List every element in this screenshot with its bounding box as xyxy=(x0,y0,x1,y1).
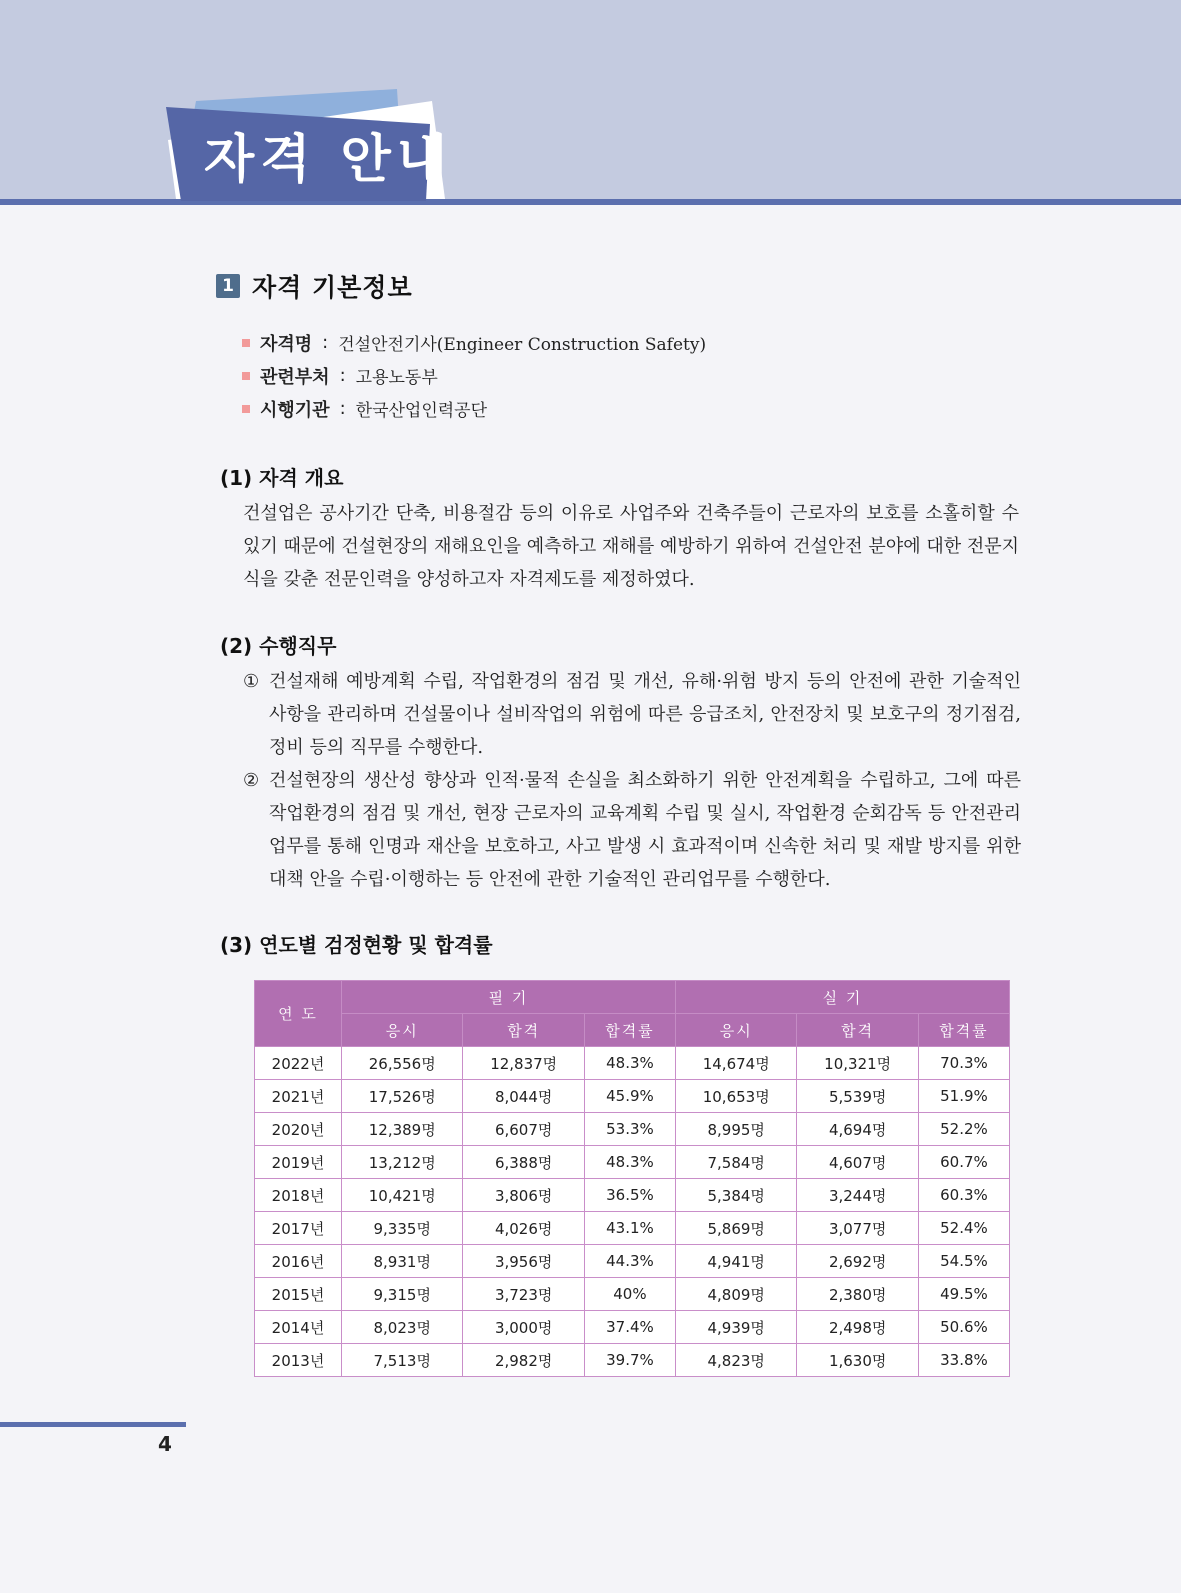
table-cell: 9,335명 xyxy=(342,1212,463,1245)
section-number-badge: 1 xyxy=(216,274,240,298)
table-cell: 14,674명 xyxy=(675,1047,796,1080)
bullet-square-icon xyxy=(242,405,250,413)
bullet-square-icon xyxy=(242,372,250,380)
table-row xyxy=(255,1278,1010,1311)
table-cell: 7,513명 xyxy=(342,1344,463,1377)
table-cell: 3,956명 xyxy=(463,1245,584,1278)
table-cell: 10,321명 xyxy=(797,1047,918,1080)
stats-heading: (3) 연도별 검정현황 및 합격률 xyxy=(220,933,493,957)
table-cell: 5,384명 xyxy=(675,1179,796,1212)
page-title: 자격 안내 xyxy=(204,130,454,190)
section-heading xyxy=(216,268,413,304)
table-cell: 45.9% xyxy=(584,1080,675,1113)
table-cell: 36.5% xyxy=(584,1179,675,1212)
subheader-cell: 합격 xyxy=(463,1014,584,1047)
subheader-cell: 응시 xyxy=(342,1014,463,1047)
duty-item xyxy=(243,764,1021,896)
table-cell: 43.1% xyxy=(584,1212,675,1245)
section-title: 자격 기본정보 xyxy=(252,273,413,302)
table-cell: 9,315명 xyxy=(342,1278,463,1311)
table-cell: 33.8% xyxy=(918,1344,1009,1377)
year-cell: 2019년 xyxy=(255,1146,342,1179)
table-cell: 10,421명 xyxy=(342,1179,463,1212)
year-cell: 2014년 xyxy=(255,1311,342,1344)
table-cell: 5,539명 xyxy=(797,1080,918,1113)
year-cell: 2020년 xyxy=(255,1113,342,1146)
table-cell: 2,380명 xyxy=(797,1278,918,1311)
info-key: 시행기관 xyxy=(260,399,330,421)
year-cell: 2016년 xyxy=(255,1245,342,1278)
table-cell: 44.3% xyxy=(584,1245,675,1278)
table-cell: 5,869명 xyxy=(675,1212,796,1245)
info-value: 건설안전기사(Engineer Construction Safety) xyxy=(338,335,707,355)
table-cell: 6,607명 xyxy=(463,1113,584,1146)
table-cell: 4,809명 xyxy=(675,1278,796,1311)
table-cell: 48.3% xyxy=(584,1047,675,1080)
info-value: 한국산업인력공단 xyxy=(355,401,488,421)
table-cell: 8,931명 xyxy=(342,1245,463,1278)
table-cell: 2,498명 xyxy=(797,1311,918,1344)
header-practical: 실 기 xyxy=(675,981,1009,1014)
table-cell: 1,630명 xyxy=(797,1344,918,1377)
duty-number: ① xyxy=(243,671,260,692)
table-row xyxy=(255,1113,1010,1146)
table-cell: 3,723명 xyxy=(463,1278,584,1311)
table-cell: 4,939명 xyxy=(675,1311,796,1344)
table-cell: 70.3% xyxy=(918,1047,1009,1080)
table-cell: 26,556명 xyxy=(342,1047,463,1080)
info-item xyxy=(242,359,706,392)
duty-text: 건설현장의 생산성 향상과 인적·물적 손실을 최소화하기 위한 안전계획을 수립하고, 그에 따른 작업환경의 점검 및 개선, 현장 근로자의 교육계획 수립 및 실시, 작업환경 순회감독 등 안전관리 업무를 통해 인명과 재산을 보호하고, 사고 발생 시 효과적이며 신속한 처리 및 재발 방지를 위한 대책 안을 수립·이행하는 등 안전에 관한 기술적인 관리업무를 수행한다. xyxy=(269,770,1021,890)
table-row xyxy=(255,1311,1010,1344)
info-item xyxy=(242,392,706,425)
year-cell: 2018년 xyxy=(255,1179,342,1212)
table-cell: 3,244명 xyxy=(797,1179,918,1212)
table-cell: 8,023명 xyxy=(342,1311,463,1344)
table-cell: 3,806명 xyxy=(463,1179,584,1212)
table-cell: 50.6% xyxy=(918,1311,1009,1344)
info-item xyxy=(242,326,706,359)
table-cell: 6,388명 xyxy=(463,1146,584,1179)
footer-line xyxy=(0,1422,186,1427)
year-cell: 2013년 xyxy=(255,1344,342,1377)
table-row xyxy=(255,1047,1010,1080)
overview-paragraph: 건설업은 공사기간 단축, 비용절감 등의 이유로 사업주와 건축주들이 근로자의 보호를 소홀히할 수 있기 때문에 건설현장의 재해요인을 예측하고 재해를 예방하기 위하여 건설안전 분야에 대한 전문지식을 갖춘 전문인력을 양성하고자 자격제도를 제정하였다. xyxy=(243,503,1019,590)
bullet-square-icon xyxy=(242,339,250,347)
table-cell: 4,026명 xyxy=(463,1212,584,1245)
subheader-cell: 응시 xyxy=(675,1014,796,1047)
table-header-row xyxy=(255,981,1010,1014)
year-cell: 2017년 xyxy=(255,1212,342,1245)
table-cell: 39.7% xyxy=(584,1344,675,1377)
header-written: 필 기 xyxy=(342,981,676,1014)
table-cell: 52.4% xyxy=(918,1212,1009,1245)
table-row xyxy=(255,1146,1010,1179)
title-banner xyxy=(0,0,1181,205)
table-cell: 4,941명 xyxy=(675,1245,796,1278)
info-separator: : xyxy=(339,365,346,386)
table-row xyxy=(255,1179,1010,1212)
table-cell: 3,077명 xyxy=(797,1212,918,1245)
table-cell: 54.5% xyxy=(918,1245,1009,1278)
subheader-cell: 합격 xyxy=(797,1014,918,1047)
table-row xyxy=(255,1212,1010,1245)
table-cell: 2,692명 xyxy=(797,1245,918,1278)
page-number: 4 xyxy=(158,1432,172,1456)
table-cell: 8,995명 xyxy=(675,1113,796,1146)
overview-heading: (1) 자격 개요 xyxy=(220,466,344,490)
table-cell: 4,823명 xyxy=(675,1344,796,1377)
table-cell: 60.7% xyxy=(918,1146,1009,1179)
year-cell: 2015년 xyxy=(255,1278,342,1311)
info-value: 고용노동부 xyxy=(355,368,438,388)
info-separator: : xyxy=(322,332,329,353)
basic-info-list xyxy=(242,326,706,425)
table-cell: 4,694명 xyxy=(797,1113,918,1146)
table-cell: 12,837명 xyxy=(463,1047,584,1080)
table-cell: 37.4% xyxy=(584,1311,675,1344)
table-cell: 48.3% xyxy=(584,1146,675,1179)
year-cell: 2022년 xyxy=(255,1047,342,1080)
table-row xyxy=(255,1080,1010,1113)
table-cell: 17,526명 xyxy=(342,1080,463,1113)
table-cell: 10,653명 xyxy=(675,1080,796,1113)
info-key: 자격명 xyxy=(260,333,313,355)
exam-stats-table xyxy=(254,980,1010,1377)
table-cell: 4,607명 xyxy=(797,1146,918,1179)
subheader-cell: 합격률 xyxy=(584,1014,675,1047)
table-body xyxy=(255,1047,1010,1377)
info-key: 관련부처 xyxy=(260,366,330,388)
year-cell: 2021년 xyxy=(255,1080,342,1113)
table-cell: 12,389명 xyxy=(342,1113,463,1146)
table-cell: 2,982명 xyxy=(463,1344,584,1377)
table-cell: 52.2% xyxy=(918,1113,1009,1146)
table-cell: 60.3% xyxy=(918,1179,1009,1212)
table-cell: 8,044명 xyxy=(463,1080,584,1113)
table-subheader-row xyxy=(255,1014,1010,1047)
table-cell: 40% xyxy=(584,1278,675,1311)
table-cell: 13,212명 xyxy=(342,1146,463,1179)
duties-heading: (2) 수행직무 xyxy=(220,634,337,658)
subheader-cell: 합격률 xyxy=(918,1014,1009,1047)
table-row xyxy=(255,1245,1010,1278)
table-cell: 51.9% xyxy=(918,1080,1009,1113)
duty-item xyxy=(243,665,1021,764)
table-cell: 3,000명 xyxy=(463,1311,584,1344)
duty-text: 건설재해 예방계획 수립, 작업환경의 점검 및 개선, 유해·위험 방지 등의 안전에 관한 기술적인 사항을 관리하며 건설물이나 설비작업의 위험에 따른 응급조치, 안전장치 및 보호구의 정기점검, 정비 등의 직무를 수행한다. xyxy=(269,671,1021,758)
header-year: 연 도 xyxy=(255,981,342,1047)
table-cell: 53.3% xyxy=(584,1113,675,1146)
info-separator: : xyxy=(339,398,346,419)
table-cell: 7,584명 xyxy=(675,1146,796,1179)
table-cell: 49.5% xyxy=(918,1278,1009,1311)
duty-number: ② xyxy=(243,770,260,791)
table-row xyxy=(255,1344,1010,1377)
